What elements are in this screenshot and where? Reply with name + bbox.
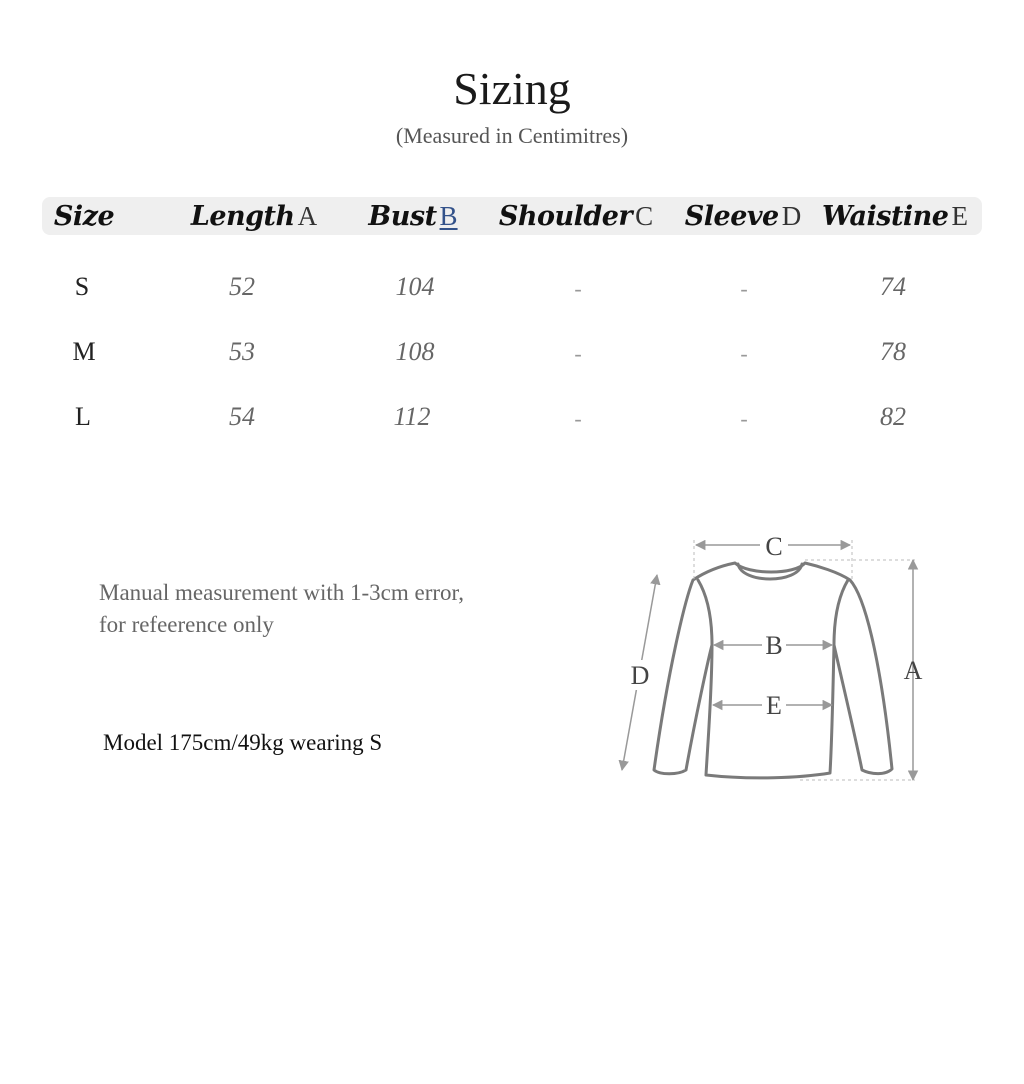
row-m-sleeve: - [740, 341, 748, 366]
page-title: Sizing [453, 63, 571, 114]
header-sleeve-name: Sleeve [684, 201, 779, 232]
row-s-sleeve: - [740, 276, 748, 301]
measurement-note-line2: for refeerence only [99, 612, 274, 637]
label-e: E [766, 691, 782, 720]
row-l-waistline: 82 [880, 402, 906, 431]
row-m-shoulder: - [574, 341, 582, 366]
header-size [54, 198, 114, 234]
header-waistline-name: Waistine [822, 201, 949, 232]
row-l-length: 54 [229, 402, 255, 431]
measurement-note [99, 577, 539, 641]
row-l-bust: 112 [393, 402, 431, 431]
header-length-letter: A [297, 201, 318, 231]
measurement-note-line1: Manual measurement with 1-3cm error, [99, 580, 465, 605]
row-l-shoulder: - [574, 406, 582, 431]
header-bust-name: Bust [368, 201, 437, 232]
header-waistline [822, 198, 968, 234]
header-sleeve-letter: D [781, 201, 802, 231]
header-waistline-letter: E [951, 201, 968, 231]
header-shoulder-letter: C [635, 201, 654, 231]
page-subtitle: (Measured in Centimitres) [395, 123, 629, 148]
header-shoulder [499, 198, 653, 234]
row-s-waistline: 74 [880, 272, 906, 301]
label-c: C [765, 532, 783, 561]
label-a: A [903, 656, 923, 685]
row-m-size: M [72, 337, 96, 366]
row-s-shoulder: - [574, 276, 582, 301]
garment-measurement-diagram [600, 520, 940, 800]
row-s-bust: 104 [395, 272, 435, 301]
row-l-size: L [75, 402, 91, 431]
header-length [191, 198, 317, 234]
model-info: Model 175cm/49kg wearing S [103, 730, 383, 755]
row-s-size: S [74, 272, 90, 301]
label-b: B [765, 631, 783, 660]
header-sleeve [685, 198, 801, 234]
header-length-name: Length [190, 201, 295, 232]
label-d: D [630, 661, 650, 690]
header-bust [368, 198, 457, 234]
row-s-length: 52 [229, 272, 255, 301]
sweater-outline-icon [654, 563, 892, 778]
row-m-bust: 108 [395, 337, 435, 366]
header-size-name: Size [53, 201, 115, 232]
header-shoulder-name: Shoulder [498, 201, 633, 232]
row-m-waistline: 78 [880, 337, 906, 366]
row-m-length: 53 [229, 337, 255, 366]
row-l-sleeve: - [740, 406, 748, 431]
header-bust-letter: B [439, 201, 458, 231]
